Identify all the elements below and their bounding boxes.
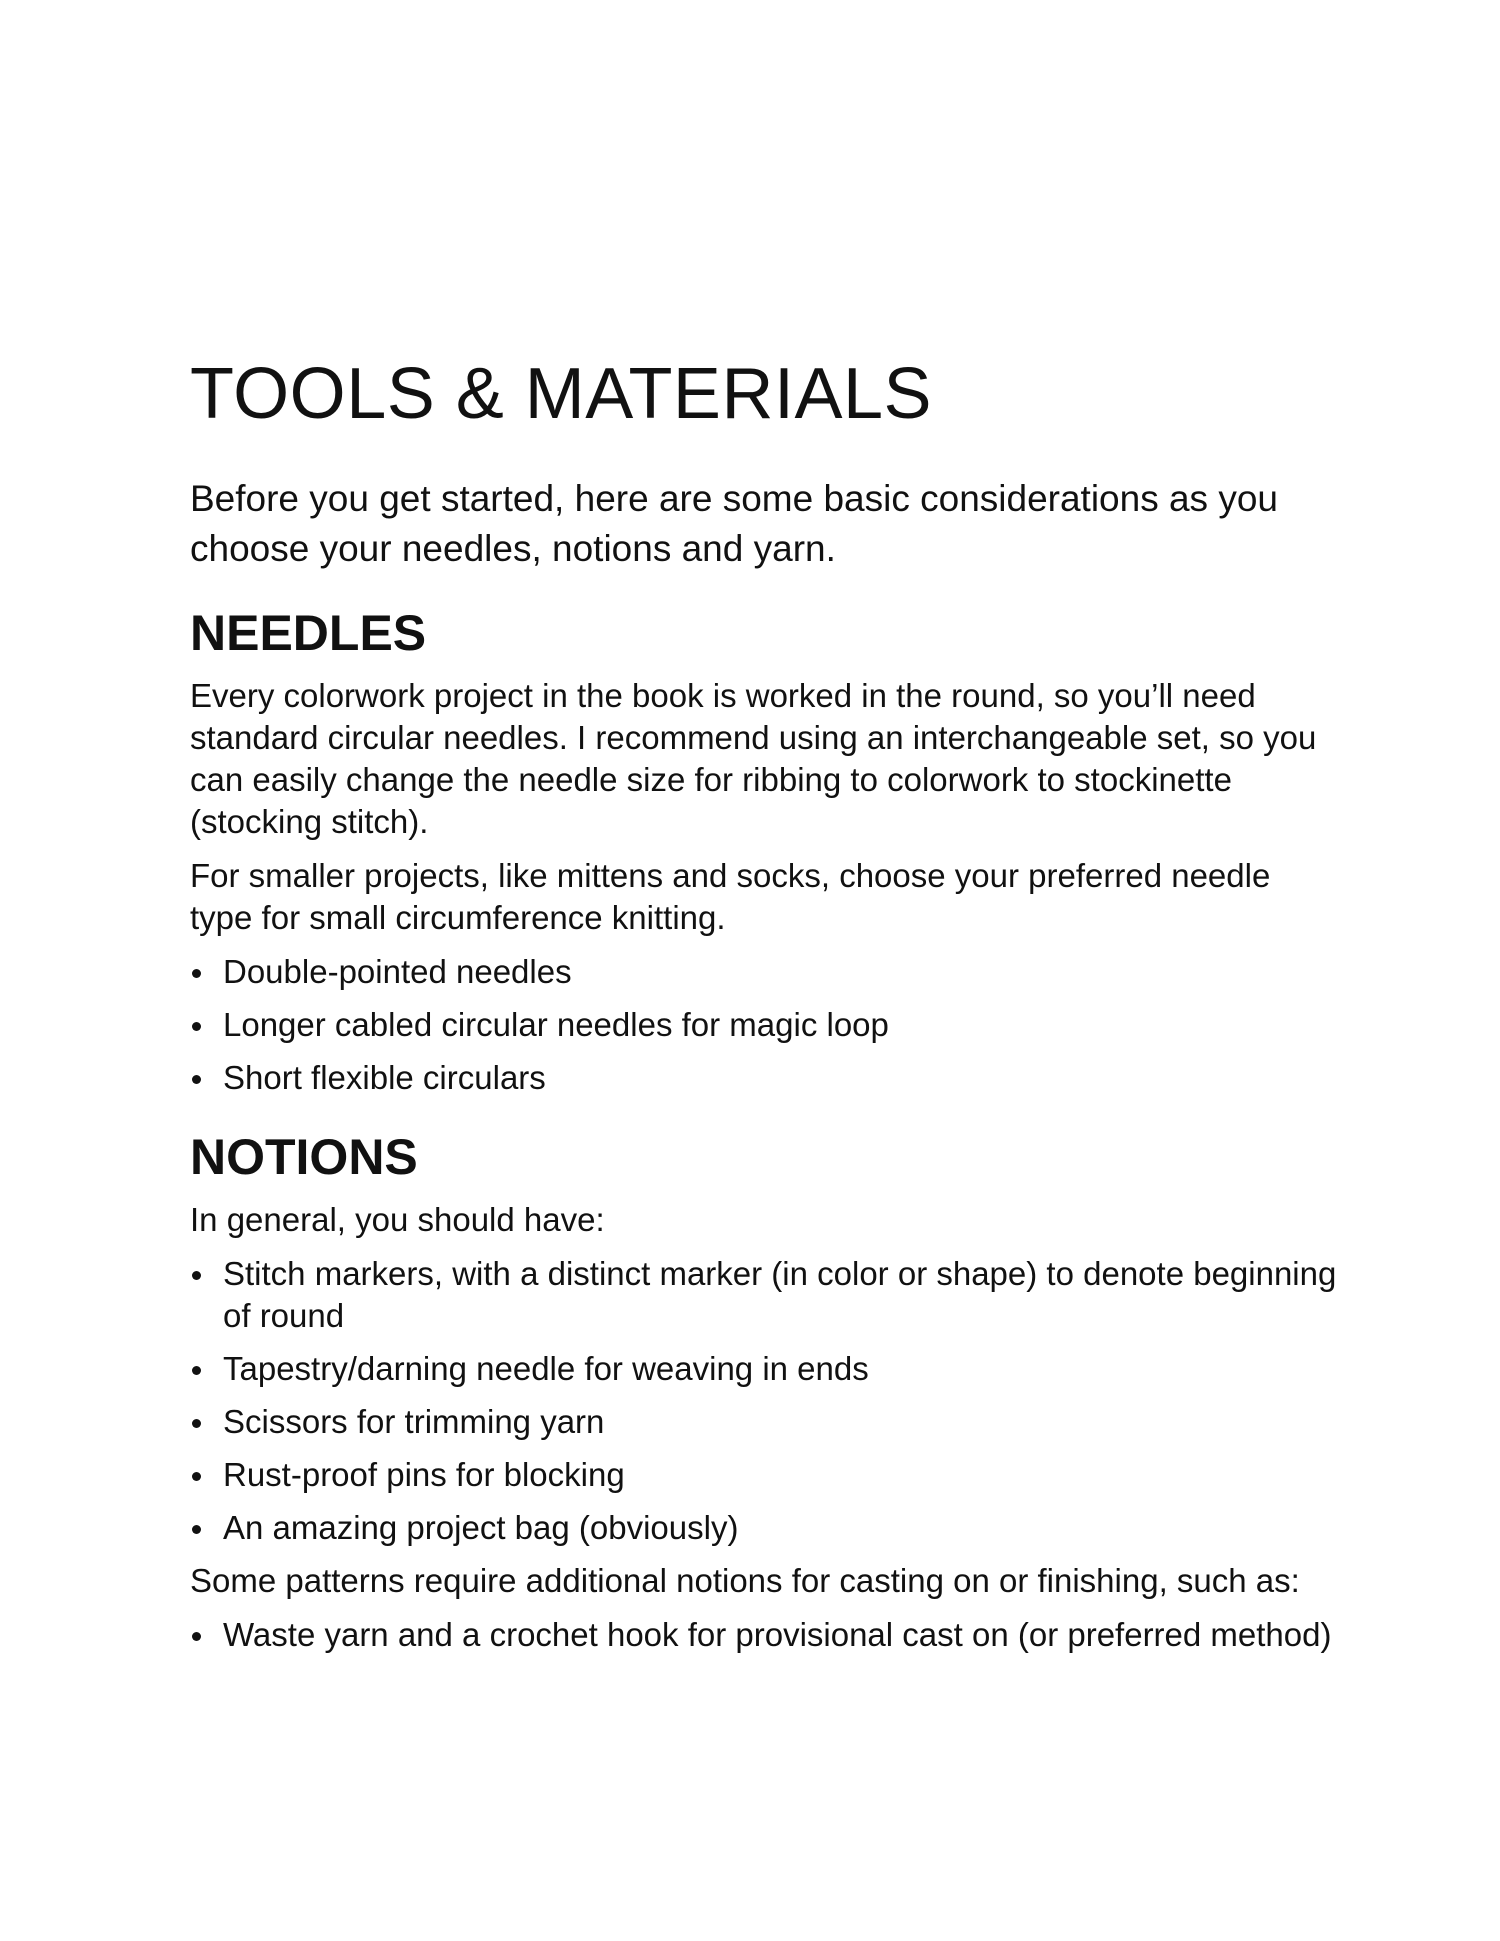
- page-title: TOOLS & MATERIALS: [190, 354, 933, 434]
- needles-paragraph-1: Every colorwork project in the book is worked in the round, so you’ll need standard circular needles. I recommend using an interchangeable set, so you can easily change the needle size for ribbing to colorwork to stockinette (stocking stitch).: [190, 677, 1317, 841]
- list-item-text: Waste yarn and a crochet hook for provisional cast on (or preferred method): [223, 1616, 1332, 1654]
- list-item-text: Tapestry/darning needle for weaving in ends: [223, 1350, 869, 1388]
- list-item-text: An amazing project bag (obviously): [223, 1509, 739, 1547]
- list-item: [190, 1507, 1340, 1549]
- needles-list: [190, 951, 1340, 1099]
- list-item-text: Double-pointed needles: [223, 953, 572, 991]
- needles-section: [190, 606, 1340, 1099]
- notions-intro: In general, you should have:: [190, 1201, 605, 1239]
- bullet-icon: [192, 1271, 201, 1280]
- intro-paragraph: Before you get started, here are some basic considerations as you choose your needles, notions and yarn.: [190, 478, 1278, 570]
- notions-section: [190, 1130, 1340, 1656]
- list-item: [190, 1614, 1340, 1656]
- notions-list: [190, 1253, 1340, 1549]
- list-item-text: Scissors for trimming yarn: [223, 1403, 605, 1441]
- list-item-text: Longer cabled circular needles for magic loop: [223, 1006, 889, 1044]
- notions-additional-intro: Some patterns require additional notions for casting on or finishing, such as:: [190, 1562, 1300, 1600]
- list-item: [190, 951, 1340, 993]
- bullet-icon: [192, 969, 201, 978]
- list-item: [190, 1004, 1340, 1046]
- list-item: [190, 1057, 1340, 1099]
- list-item: [190, 1454, 1340, 1496]
- needles-paragraph-2: For smaller projects, like mittens and socks, choose your preferred needle type for small circumference knitting.: [190, 857, 1271, 937]
- notions-heading: NOTIONS: [190, 1129, 418, 1186]
- list-item: [190, 1348, 1340, 1390]
- needles-heading: NEEDLES: [190, 605, 427, 662]
- notions-additional-list: [190, 1614, 1340, 1656]
- bullet-icon: [192, 1472, 201, 1481]
- bullet-icon: [192, 1075, 201, 1084]
- list-item: [190, 1253, 1340, 1337]
- document-page: [190, 355, 1340, 1667]
- list-item-text: Stitch markers, with a distinct marker (in color or shape) to denote beginning of round: [223, 1255, 1337, 1335]
- section-spacer: [190, 1110, 1340, 1130]
- bullet-icon: [192, 1366, 201, 1375]
- bullet-icon: [192, 1022, 201, 1031]
- list-item-text: Rust-proof pins for blocking: [223, 1456, 625, 1494]
- bullet-icon: [192, 1525, 201, 1534]
- list-item: [190, 1401, 1340, 1443]
- bullet-icon: [192, 1632, 201, 1641]
- bullet-icon: [192, 1419, 201, 1428]
- list-item-text: Short flexible circulars: [223, 1059, 546, 1097]
